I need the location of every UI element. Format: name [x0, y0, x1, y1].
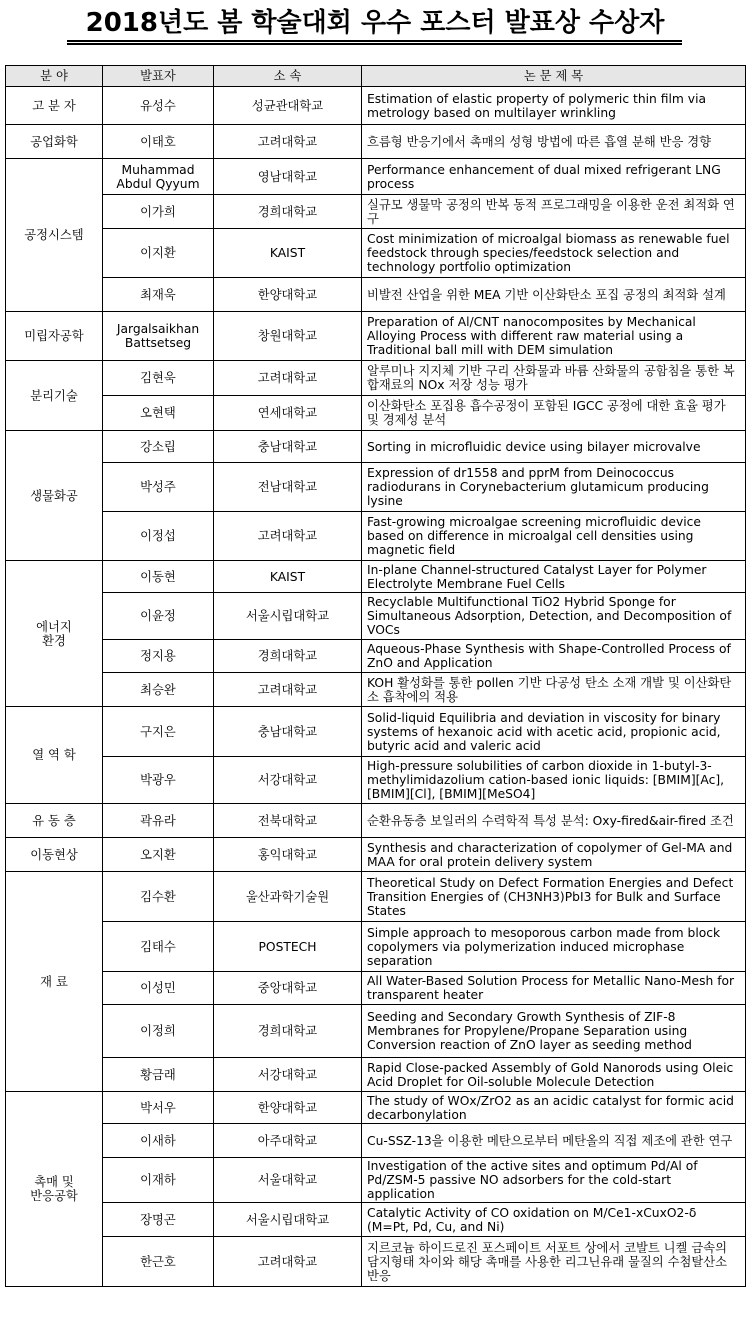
paper-title-cell: Preparation of Al/CNT nanocomposites by Mechanical Alloying Process with different raw material using a Traditional ball mill with DEM simulation — [362, 312, 746, 361]
table-row — [6, 229, 746, 278]
paper-title-cell: Sorting in microfluidic device using bilayer microvalve — [362, 431, 746, 463]
table-row — [6, 1124, 746, 1158]
page-title: 2018년도 봄 학술대회 우수 포스터 발표상 수상자 — [85, 8, 665, 38]
affiliation-cell: 고려대학교 — [214, 512, 362, 561]
table-row — [6, 872, 746, 922]
affiliation-cell: 전남대학교 — [214, 463, 362, 512]
affiliation-cell: 고려대학교 — [214, 673, 362, 707]
affiliation-cell: 경희대학교 — [214, 640, 362, 673]
paper-title-cell: 흐름형 반응기에서 촉매의 성형 방법에 따른 흡열 분해 반응 경향 — [362, 125, 746, 159]
paper-title-cell: Recyclable Multifunctional TiO2 Hybrid Sponge for Simultaneous Adsorption, Detection, and Decomposition of VOCs — [362, 593, 746, 640]
field-cell: 유 동 층 — [6, 804, 103, 838]
table-row — [6, 1058, 746, 1092]
field-cell: 공업화학 — [6, 125, 103, 159]
table-row — [6, 640, 746, 673]
affiliation-cell: 창원대학교 — [214, 312, 362, 361]
presenter-cell: 이가희 — [103, 195, 214, 229]
paper-title-cell: 실규모 생물막 공정의 반복 동적 프로그래밍을 이용한 운전 최적화 연구 — [362, 195, 746, 229]
affiliation-cell: 서울시립대학교 — [214, 1203, 362, 1237]
title-underline-top — [67, 40, 682, 42]
table-row — [6, 463, 746, 512]
presenter-cell: 이새하 — [103, 1124, 214, 1158]
presenter-cell: 곽유라 — [103, 804, 214, 838]
presenter-cell: 박광우 — [103, 757, 214, 804]
affiliation-cell: 서강대학교 — [214, 1058, 362, 1092]
table-row — [6, 278, 746, 312]
affiliation-cell: 한양대학교 — [214, 1092, 362, 1124]
affiliation-cell: 전북대학교 — [214, 804, 362, 838]
paper-title-cell: 순환유동층 보일러의 수력학적 특성 분석: Oxy-fired&air-fired 조건 — [362, 804, 746, 838]
presenter-cell: 이재하 — [103, 1158, 214, 1203]
field-cell: 생물화공 — [6, 431, 103, 561]
presenter-cell: 최승완 — [103, 673, 214, 707]
table-row — [6, 593, 746, 640]
paper-title-cell: Simple approach to mesoporous carbon made from block copolymers via polymerization induced microphase separation — [362, 922, 746, 972]
field-cell: 분리기술 — [6, 361, 103, 431]
presenter-cell: 오현택 — [103, 396, 214, 431]
affiliation-cell: 서울시립대학교 — [214, 593, 362, 640]
presenter-cell: Muhammad Abdul Qyyum — [103, 159, 214, 195]
affiliation-cell: KAIST — [214, 229, 362, 278]
table-row — [6, 757, 746, 804]
paper-title-cell: Estimation of elastic property of polymeric thin film via metrology based on multilayer wrinkling — [362, 87, 746, 125]
presenter-cell: 이성민 — [103, 972, 214, 1005]
table-row — [6, 673, 746, 707]
presenter-cell: 이윤정 — [103, 593, 214, 640]
awards-table — [5, 65, 746, 1287]
header-row — [6, 66, 746, 87]
paper-title-cell: Performance enhancement of dual mixed refrigerant LNG process — [362, 159, 746, 195]
affiliation-cell: 아주대학교 — [214, 1124, 362, 1158]
table-row — [6, 396, 746, 431]
field-cell: 공정시스템 — [6, 159, 103, 312]
paper-title-cell: Aqueous-Phase Synthesis with Shape-Controlled Process of ZnO and Application — [362, 640, 746, 673]
affiliation-cell: 중앙대학교 — [214, 972, 362, 1005]
table-body — [6, 87, 746, 1287]
presenter-cell: 김수환 — [103, 872, 214, 922]
presenter-cell: 정지용 — [103, 640, 214, 673]
presenter-cell: 김현욱 — [103, 361, 214, 396]
paper-title-cell: Catalytic Activity of CO oxidation on M/Ce1-xCuxO2-δ (M=Pt, Pd, Cu, and Ni) — [362, 1203, 746, 1237]
paper-title-cell: Theoretical Study on Defect Formation Energies and Defect Transition Energies of (CH3NH3)PbI3 for Bulk and Surface States — [362, 872, 746, 922]
table-row — [6, 804, 746, 838]
table-row — [6, 195, 746, 229]
paper-title-cell: High-pressure solubilities of carbon dioxide in 1-butyl-3-methylimidazolium cation-based ionic liquids: [BMIM][Ac], [BMIM][Cl], [BMIM][MeSO4] — [362, 757, 746, 804]
field-cell: 열 역 학 — [6, 707, 103, 804]
affiliation-cell: 영남대학교 — [214, 159, 362, 195]
table-row — [6, 87, 746, 125]
affiliation-cell: 한양대학교 — [214, 278, 362, 312]
header-affiliation: 소 속 — [214, 66, 362, 87]
paper-title-cell: Synthesis and characterization of copolymer of Gel-MA and MAA for oral protein delivery system — [362, 838, 746, 872]
presenter-cell: 유성수 — [103, 87, 214, 125]
paper-title-cell: Solid-liquid Equilibria and deviation in viscosity for binary systems of hexanoic acid with acetic acid, propionic acid, butyric acid and valeric acid — [362, 707, 746, 757]
paper-title-cell: All Water-Based Solution Process for Metallic Nano-Mesh for transparent heater — [362, 972, 746, 1005]
table-row — [6, 707, 746, 757]
table-row — [6, 1092, 746, 1124]
table-row — [6, 838, 746, 872]
presenter-cell: 이정희 — [103, 1005, 214, 1058]
paper-title-cell: Rapid Close-packed Assembly of Gold Nanorods using Oleic Acid Droplet for Oil-soluble Molecule Detection — [362, 1058, 746, 1092]
affiliation-cell: 고려대학교 — [214, 125, 362, 159]
affiliation-cell: 홍익대학교 — [214, 838, 362, 872]
presenter-cell: 박서우 — [103, 1092, 214, 1124]
field-cell: 재 료 — [6, 872, 103, 1092]
paper-title-cell: Cu-SSZ-13을 이용한 메탄으로부터 메탄올의 직접 제조에 관한 연구 — [362, 1124, 746, 1158]
field-cell: 이동현상 — [6, 838, 103, 872]
affiliation-cell: 고려대학교 — [214, 361, 362, 396]
affiliation-cell: 서울대학교 — [214, 1158, 362, 1203]
paper-title-cell: Fast-growing microalgae screening microfluidic device based on difference in microalgal cell densities using magnetic field — [362, 512, 746, 561]
presenter-cell: 오지환 — [103, 838, 214, 872]
table-row — [6, 361, 746, 396]
presenter-cell: 강소립 — [103, 431, 214, 463]
paper-title-cell: Seeding and Secondary Growth Synthesis of ZIF-8 Membranes for Propylene/Propane Separation using Conversion reaction of ZnO layer as seeding method — [362, 1005, 746, 1058]
presenter-cell: 이지환 — [103, 229, 214, 278]
table-row — [6, 431, 746, 463]
header-presenter: 발표자 — [103, 66, 214, 87]
affiliation-cell: 연세대학교 — [214, 396, 362, 431]
paper-title-cell: The study of WOx/ZrO2 as an acidic catalyst for formic acid decarbonylation — [362, 1092, 746, 1124]
presenter-cell: 이정섭 — [103, 512, 214, 561]
field-cell: 고 분 자 — [6, 87, 103, 125]
presenter-cell: 박성주 — [103, 463, 214, 512]
affiliation-cell: 충남대학교 — [214, 431, 362, 463]
presenter-cell: 이태호 — [103, 125, 214, 159]
affiliation-cell: POSTECH — [214, 922, 362, 972]
paper-title-cell: Investigation of the active sites and optimum Pd/Al of Pd/ZSM-5 passive NO adsorbers for the cold-start application — [362, 1158, 746, 1203]
table-row — [6, 512, 746, 561]
paper-title-cell: 비발전 산업을 위한 MEA 기반 이산화탄소 포집 공정의 최적화 설계 — [362, 278, 746, 312]
paper-title-cell: KOH 활성화를 통한 pollen 기반 다공성 탄소 소재 개발 및 이산화탄소 흡착에의 적용 — [362, 673, 746, 707]
affiliation-cell: 충남대학교 — [214, 707, 362, 757]
table-row — [6, 561, 746, 593]
presenter-cell: 김태수 — [103, 922, 214, 972]
presenter-cell: 이동현 — [103, 561, 214, 593]
presenter-cell: 황금래 — [103, 1058, 214, 1092]
title-underline-bottom — [67, 43, 682, 45]
paper-title-cell: In-plane Channel-structured Catalyst Layer for Polymer Electrolyte Membrane Fuel Cells — [362, 561, 746, 593]
presenter-cell: Jargalsaikhan Battsetseg — [103, 312, 214, 361]
table-row — [6, 1158, 746, 1203]
presenter-cell: 구지은 — [103, 707, 214, 757]
paper-title-cell: 알루미나 지지체 기반 구리 산화물과 바륨 산화물의 공함침을 통한 복합재료의 NOx 저장 성능 평가 — [362, 361, 746, 396]
affiliation-cell: 서강대학교 — [214, 757, 362, 804]
field-cell: 촉매 및 반응공학 — [6, 1092, 103, 1287]
table-row — [6, 312, 746, 361]
header-paper-title: 논 문 제 목 — [362, 66, 746, 87]
table-row — [6, 125, 746, 159]
presenter-cell: 최재욱 — [103, 278, 214, 312]
table-row — [6, 972, 746, 1005]
table-row — [6, 922, 746, 972]
header-field: 분 야 — [6, 66, 103, 87]
paper-title-cell: 지르코늄 하이드로진 포스페이트 서포트 상에서 코발트 니켈 금속의 담지형태 차이와 해당 촉매를 사용한 리그닌유래 물질의 수첨탈산소 반응 — [362, 1237, 746, 1287]
table-row — [6, 1005, 746, 1058]
presenter-cell: 장명곤 — [103, 1203, 214, 1237]
field-cell: 에너지 환경 — [6, 561, 103, 707]
affiliation-cell: 고려대학교 — [214, 1237, 362, 1287]
affiliation-cell: 경희대학교 — [214, 1005, 362, 1058]
table-row — [6, 1237, 746, 1287]
table-row — [6, 1203, 746, 1237]
presenter-cell: 한근호 — [103, 1237, 214, 1287]
affiliation-cell: 경희대학교 — [214, 195, 362, 229]
field-cell: 미립자공학 — [6, 312, 103, 361]
table-row — [6, 159, 746, 195]
affiliation-cell: KAIST — [214, 561, 362, 593]
paper-title-cell: Cost minimization of microalgal biomass as renewable fuel feedstock through species/feedstock selection and technology portfolio optimization — [362, 229, 746, 278]
affiliation-cell: 성균관대학교 — [214, 87, 362, 125]
paper-title-cell: 이산화탄소 포집용 흡수공정이 포함된 IGCC 공정에 대한 효율 평가 및 경제성 분석 — [362, 396, 746, 431]
affiliation-cell: 울산과학기술원 — [214, 872, 362, 922]
paper-title-cell: Expression of dr1558 and pprM from Deinococcus radiodurans in Corynebacterium glutamicum producing lysine — [362, 463, 746, 512]
